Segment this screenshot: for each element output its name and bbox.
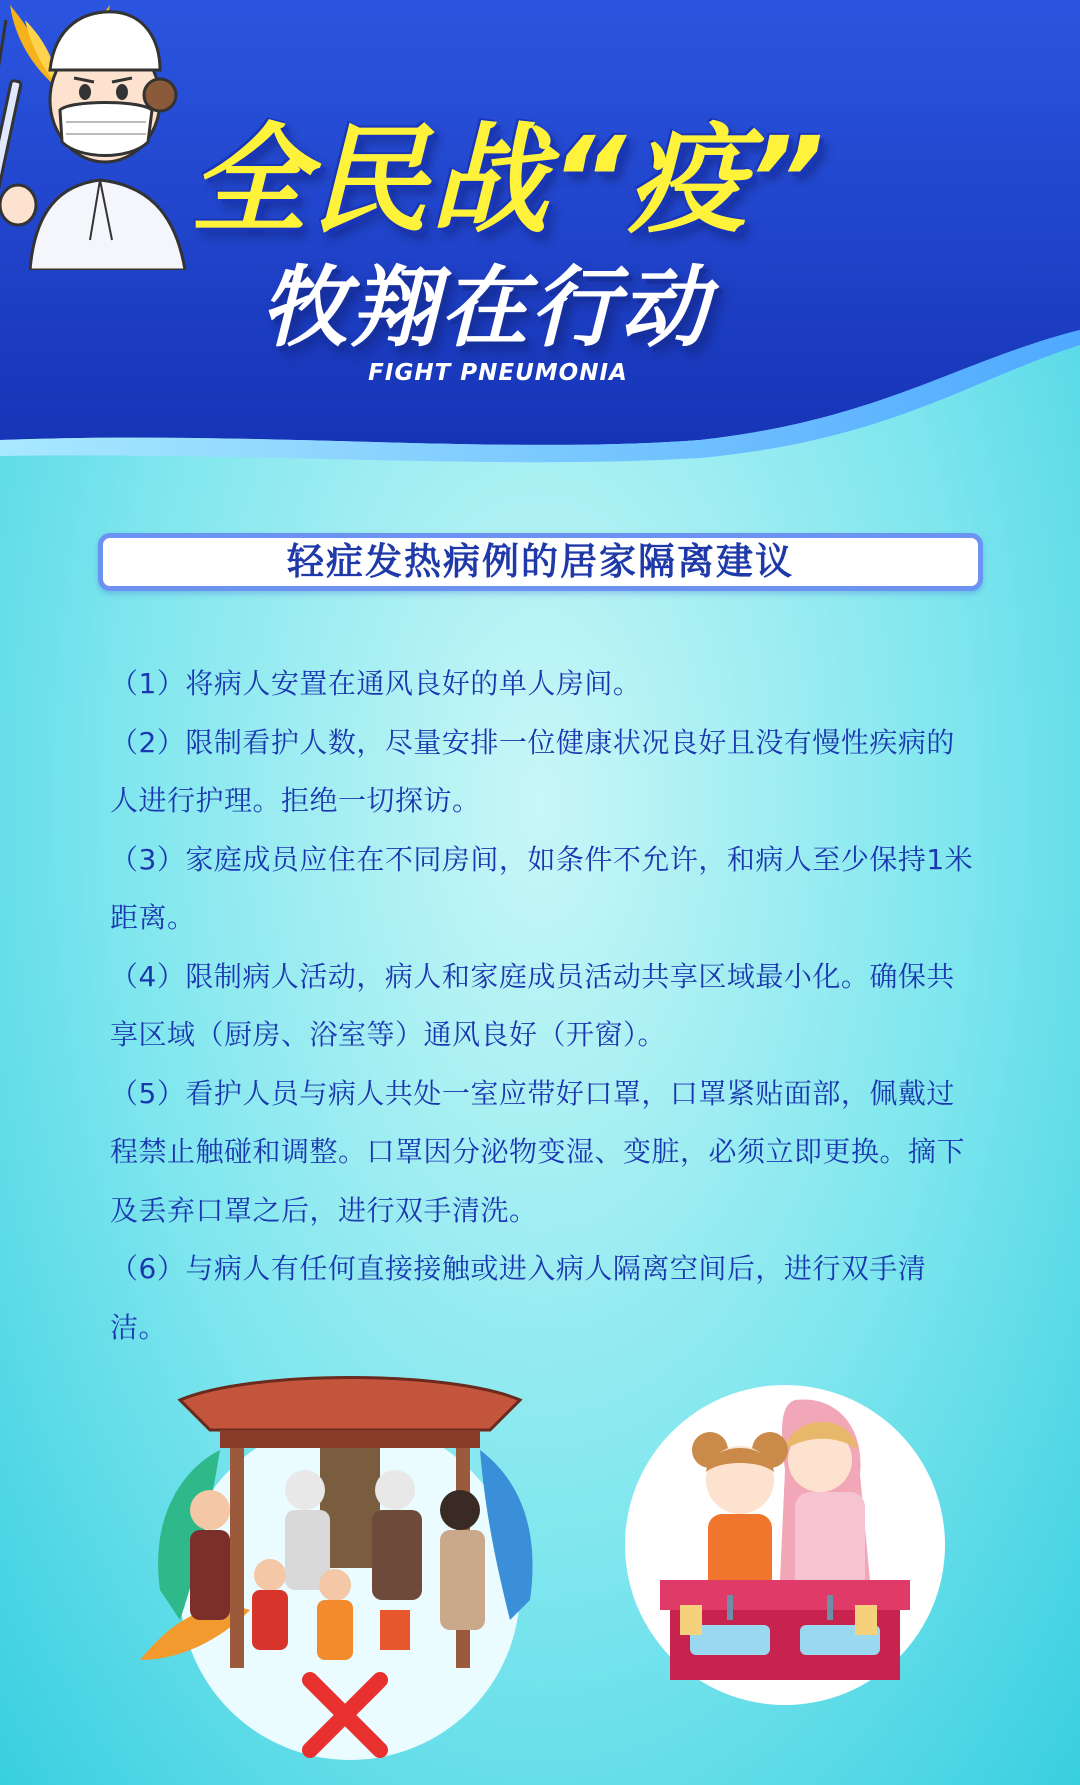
advice-item-4: （4）限制病人活动，病人和家庭成员活动共享区域最小化。确保共享区域（厨房、浴室等）通风良好（开窗）。 — [110, 959, 955, 1051]
headline-subtitle: 牧翔在行动 — [260, 256, 711, 359]
family-visit-illustration — [140, 1360, 560, 1760]
advice-item-5: （5）看护人员与病人共处一室应带好口罩，口罩紧贴面部，佩戴过程禁止触碰和调整。口罩因分泌物变湿、变脏，必须立即更换。摘下及丢弃口罩之后，进行双手清洗。 — [110, 1076, 966, 1227]
section-title-box — [98, 533, 983, 591]
advice-item-3: （3）家庭成员应住在不同房间，如条件不允许，和病人至少保持1米距离。 — [110, 842, 974, 934]
advice-list — [110, 655, 980, 1357]
header-banner — [0, 0, 1080, 470]
advice-item-1: （1）将病人安置在通风良好的单人房间。 — [110, 667, 642, 700]
headline-title: 全民战“疫” — [190, 111, 826, 249]
handwashing-illustration — [620, 1380, 950, 1710]
advice-item-2: （2）限制看护人数，尽量安排一位健康状况良好且没有慢性疾病的人进行护理。拒绝一切探访。 — [110, 725, 955, 817]
advice-item-6: （6）与病人有任何直接接触或进入病人隔离空间后，进行双手清洁。 — [110, 1252, 927, 1344]
nurse-illustration — [0, 0, 200, 270]
english-subtitle: FIGHT PNEUMONIA — [368, 360, 628, 386]
section-title: 轻症发热病例的居家隔离建议 — [287, 540, 794, 583]
